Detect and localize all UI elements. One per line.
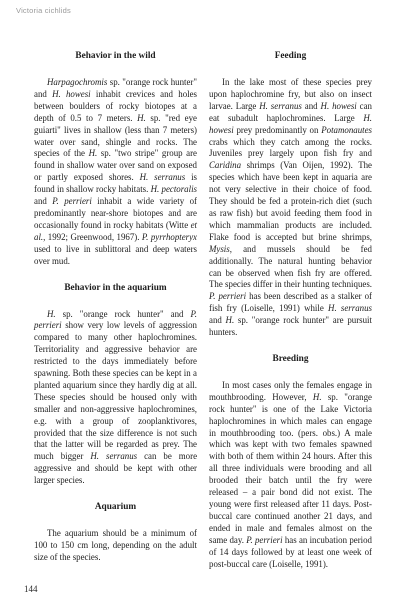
italic-run: P. perrieri: [52, 196, 92, 207]
page-number: 144: [24, 584, 38, 594]
italic-run: P. perrieri: [246, 534, 283, 545]
heading-aquarium: Aquarium: [94, 502, 137, 513]
italic-run: H.: [137, 112, 146, 123]
italic-run: H. serranus: [90, 451, 138, 462]
paragraph-aquarium: The aquarium should be a minimum of 100 to 150 cm long, depending on the adult size of the species.: [34, 528, 197, 562]
paragraph-behavior-in-the-wild: Harpagochromis sp. "orange rock hunter" and H. howesi inhabit crevices and holes between boulders of rocky biotopes at a depth of 0.5 to 7 meters. H. sp. "red eye guiarti" lives in shallow (less than 7 meters) water over sand, shingle and rocks. The species of the H. sp. "two stripe" group are found in shallow water over sand on exposed or partly exposed shores. H. serranus is found in shallow rocky habitats. H. pectoralis and P. perrieri inhabit a wide variety of predominantly near-shore biotopes and are occasionally found in rocky habitats (Witte et al., 1992; Greenwood, 1967). P. pyrrhopteryx used to live in sublittoral and deep waters over mud.: [34, 77, 198, 266]
italic-run: H.: [225, 315, 235, 326]
italic-run: H. pectoralis: [150, 184, 198, 195]
italic-run: Caridina: [209, 160, 242, 171]
heading-breeding: Breeding: [272, 353, 309, 364]
heading-behavior-in-the-wild: Behavior in the wild: [75, 51, 156, 61]
heading-behavior-in-the-aquarium: Behavior in the aquarium: [64, 282, 167, 293]
italic-run: Harpagochromis: [47, 77, 108, 87]
italic-run: H.: [312, 391, 322, 402]
italic-run: H. howesi: [209, 112, 372, 135]
italic-run: H. serranus: [259, 100, 302, 111]
left-column: [34, 50, 197, 578]
italic-run: Mysis: [209, 243, 230, 254]
italic-run: H.: [88, 148, 98, 159]
paragraph-breeding: In most cases only the females engage in mouthbrooding. However, H. sp. "orange rock hunter" is one of the Lake Victoria haplochromines in which males can engage in mouthbrooding too. (pers. obs.) A male which was kept with two females spawned with both of them within 24 hours. After this all three individuals were brooding and all brooded their batch until the fry were released – a pair bond did not exist. The young were first released after 11 days. Post-buccal care continued another 21 days, and ended in male and females almost on the same day. P. perrieri has an incubation period of 14 days followed by at least one week of post-buccal care (Loiselle, 1991).: [209, 379, 372, 569]
italic-run: et al.: [34, 219, 197, 242]
paragraph-behavior-in-the-aquarium: H. sp. "orange rock hunter" and P. perrieri show very low levels of aggression compared to many other haplochromines. Territoriality and aggressive behavior are restricted to the days immediately before spawning. Both these species can be kept in a planted aquarium since they hardly dig at all. These species should be housed only with smaller and non-aggressive haplochromines, e.g. with a group of zooplanktivores, provided that the size difference is not such that the latter will be regarded as prey. The much bigger H. serranus can be more aggressive and should be kept with other larger species.: [34, 308, 198, 486]
italic-run: P. perrieri: [34, 308, 197, 331]
italic-run: H. serranus: [328, 303, 372, 314]
paragraph-feeding: In the lake most of these species prey upon haplochromine fry, but also on insect larvae. Large H. serranus and H. howesi can eat subadult haplochromines. Large H. howesi prey predominantly on Potamonautes crabs which they catch among the rocks. Juveniles prey largely upon fish fry and Caridina shrimps (Van Oijen, 1992). The species which have been kept in aquaria are not very selective in their choice of food. They should be fed a protein-rich diet (such as raw fish) but avoid feeding them food in which mammalian products are included. Flake food is accepted but brine shrimps, Mysis, and mussels should be fed additionally. The natural hunting behavior can be observed when fish fry are offered. The species differ in their hunting techniques. P. perrieri has been described as a stalker of fish fry (Loiselle, 1991) while H. serranus and H. sp. "orange rock hunter" are pursuit hunters.: [209, 77, 372, 338]
heading-feeding: Feeding: [274, 51, 307, 61]
running-head: Victoria cichlids: [16, 6, 71, 15]
italic-run: P. pyrrhopteryx: [141, 231, 198, 242]
italic-run: P. perrieri: [209, 291, 247, 302]
italic-run: H. serranus: [139, 172, 186, 183]
italic-run: H. howesi: [52, 88, 91, 99]
italic-run: H. howesi: [320, 100, 357, 111]
right-column: [209, 50, 372, 584]
italic-run: Potamonautes: [321, 124, 372, 135]
italic-run: H.: [47, 308, 56, 319]
